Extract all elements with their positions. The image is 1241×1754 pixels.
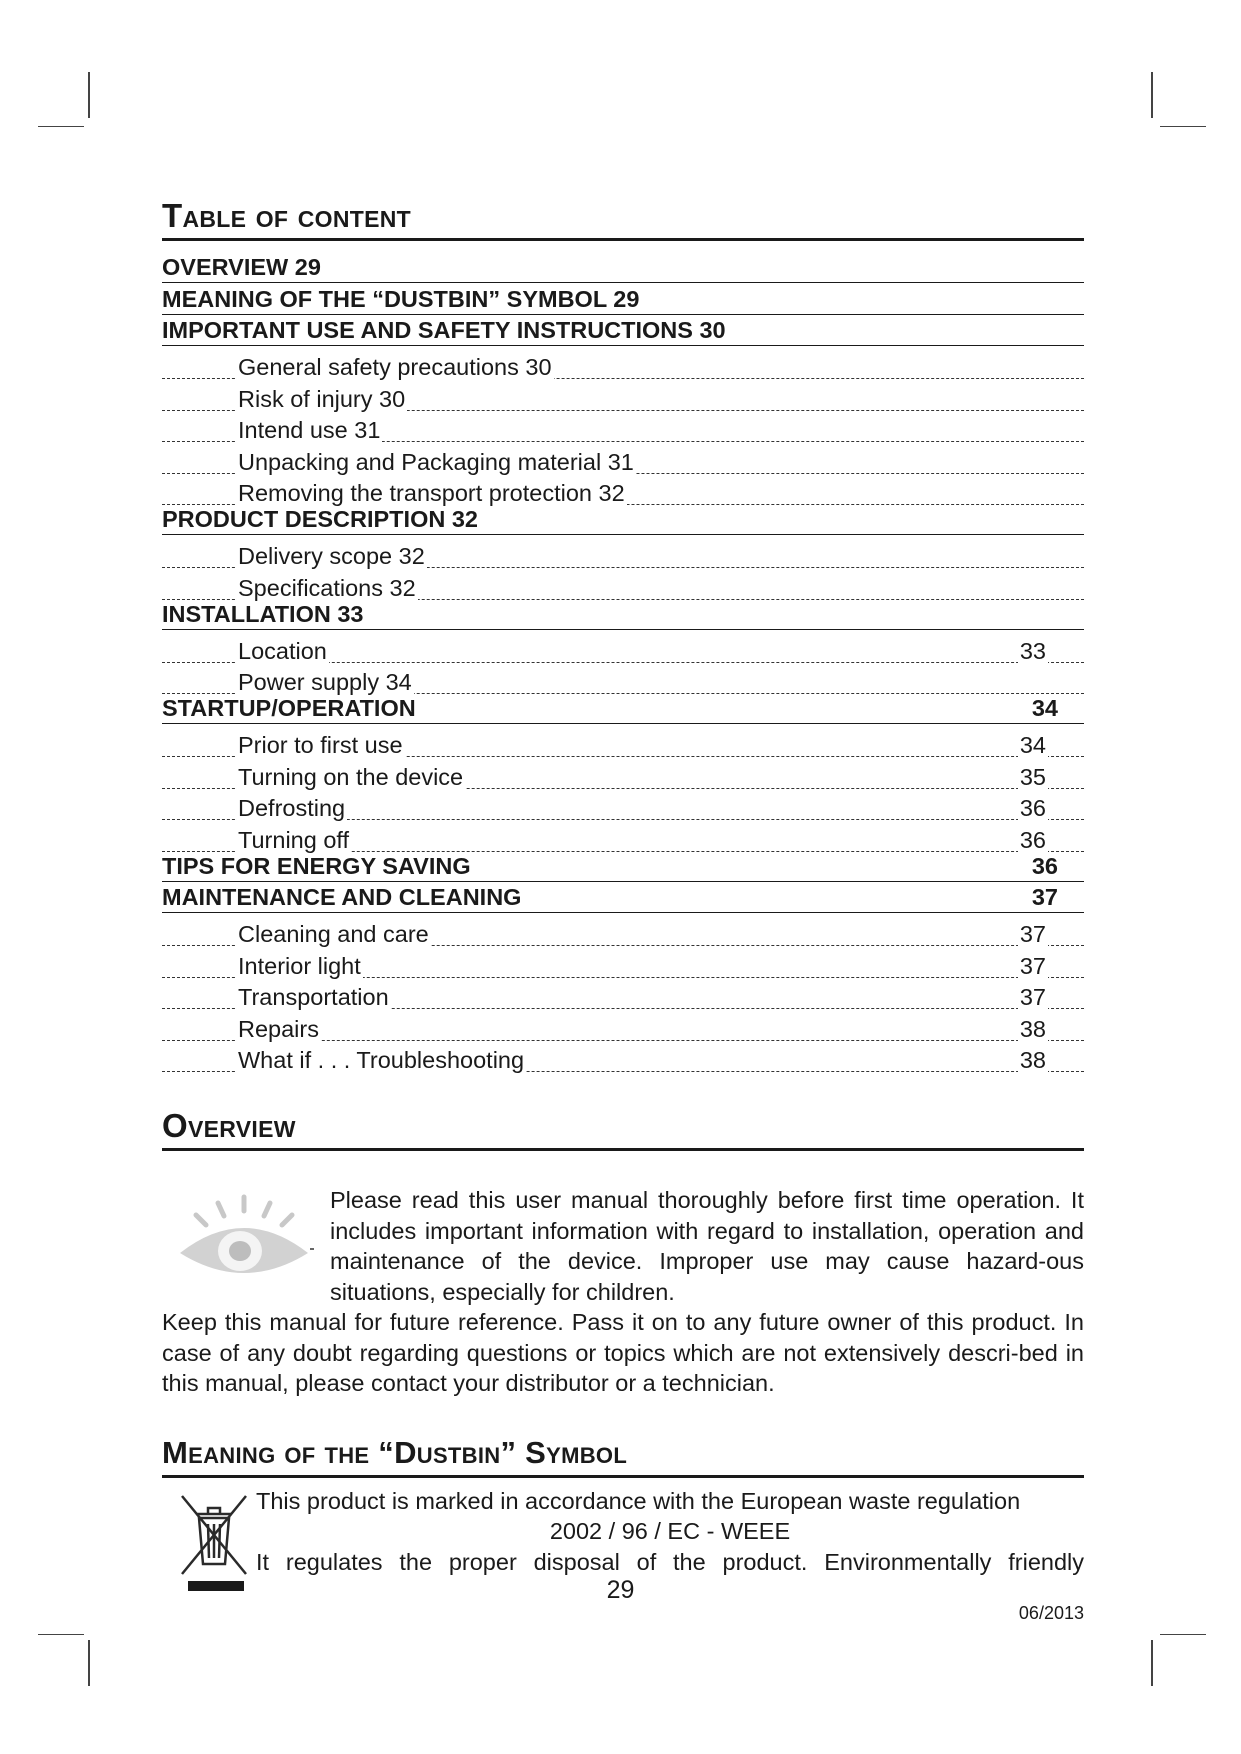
toc-sub-entry bbox=[162, 978, 1084, 1010]
toc-entry-page: 37 bbox=[1019, 921, 1046, 947]
toc-entry-label: STARTUP/OPERATION bbox=[162, 695, 416, 721]
page-content bbox=[162, 196, 1084, 1577]
toc-entry-page: 37 bbox=[1019, 952, 1046, 979]
toc-entry-label: TIPS FOR ENERGY SAVING bbox=[162, 852, 471, 879]
toc-main-entry bbox=[162, 505, 1084, 535]
toc-entry-label: PRODUCT DESCRIPTION 32 bbox=[162, 506, 478, 532]
toc-sub-entry bbox=[162, 474, 1084, 506]
toc-entry-label: Cleaning and care bbox=[238, 921, 429, 947]
crop-mark bbox=[38, 126, 84, 127]
overview-paragraph-2: Keep this manual for future reference. Pass it on to any future owner of this product. In case of any doubt regarding questions or topics which are not extensively descri-bed in this manual, please contact your distributor or a technician. bbox=[162, 1309, 1084, 1396]
overview-title: Overview bbox=[162, 1106, 1084, 1151]
toc-entry-label: INSTALLATION 33 bbox=[162, 600, 364, 627]
toc-sub-entry bbox=[162, 411, 1084, 443]
toc-sub-entry bbox=[162, 379, 1084, 411]
crop-mark bbox=[1160, 126, 1206, 127]
toc-sub-entry bbox=[162, 631, 1084, 663]
dustbin-section bbox=[162, 1486, 1084, 1578]
toc-sub-entry bbox=[162, 442, 1084, 474]
toc-entry-label: OVERVIEW 29 bbox=[162, 254, 321, 280]
toc-entry-label: Repairs bbox=[238, 1015, 319, 1042]
crop-mark bbox=[88, 72, 90, 118]
toc-main-entry bbox=[162, 253, 1084, 283]
toc-title: Table of content bbox=[162, 196, 1084, 241]
toc-entry-label: Removing the transport protection 32 bbox=[238, 480, 625, 506]
crop-mark bbox=[88, 1640, 90, 1686]
toc-entry-label: What if . . . Troubleshooting bbox=[238, 1047, 525, 1073]
toc-entry-label: Transportation bbox=[238, 984, 389, 1010]
dustbin-line-3: It regulates the proper disposal of the product. Environmentally friendly bbox=[256, 1548, 1084, 1575]
toc-entry-label: Delivery scope 32 bbox=[238, 543, 425, 569]
page-number: 29 bbox=[606, 1576, 635, 1604]
toc-sub-entry bbox=[162, 946, 1084, 978]
toc-sub-entry bbox=[162, 348, 1084, 380]
crop-mark bbox=[1151, 72, 1153, 118]
toc-entry-label: General safety precautions 30 bbox=[238, 354, 552, 380]
toc-entry-label: Interior light bbox=[238, 952, 361, 979]
toc-sub-entry bbox=[162, 663, 1084, 695]
toc-entry-label: Power supply 34 bbox=[238, 669, 412, 695]
toc-entry-page: 34 bbox=[1031, 695, 1058, 721]
eye-icon bbox=[174, 1189, 314, 1289]
toc-entry-label: Specifications 32 bbox=[238, 574, 416, 601]
toc-entry-label: Intend use 31 bbox=[238, 417, 381, 443]
toc-sub-entry bbox=[162, 915, 1084, 947]
toc-sub-entry bbox=[162, 568, 1084, 600]
toc-entry-label: Unpacking and Packaging material 31 bbox=[238, 448, 634, 475]
toc-main-entry bbox=[162, 600, 1084, 630]
overview-paragraph-1: Please read this user manual thoroughly before first time operation. It includes important information with regard to installation, operation and maintenance of the device. Improper use may cause hazard-ous situations, especially for children. bbox=[330, 1187, 1084, 1305]
toc-entry-page: 36 bbox=[1019, 795, 1046, 821]
toc-entry-page: 38 bbox=[1019, 1047, 1046, 1073]
toc-sub-entry bbox=[162, 789, 1084, 821]
toc-sub-entry bbox=[162, 1041, 1084, 1073]
toc-entry-page: 33 bbox=[1019, 637, 1046, 664]
toc-sub-entry bbox=[162, 820, 1084, 852]
toc-sub-entry bbox=[162, 726, 1084, 758]
toc-sub-entry bbox=[162, 1009, 1084, 1041]
crop-mark bbox=[1160, 1634, 1206, 1635]
toc-main-entry bbox=[162, 694, 1084, 724]
toc-entry-label: Turning on the device bbox=[238, 763, 464, 790]
toc-sub-entry bbox=[162, 537, 1084, 569]
toc-entry-page: 36 bbox=[1031, 852, 1058, 879]
toc-main-entry bbox=[162, 852, 1084, 882]
table-of-contents bbox=[162, 253, 1084, 1072]
print-date: 06/2013 bbox=[1018, 1603, 1084, 1623]
toc-entry-page: 37 bbox=[1031, 884, 1058, 910]
toc-entry-label: MEANING OF THE “DUSTBIN” SYMBOL 29 bbox=[162, 285, 640, 312]
toc-entry-label: IMPORTANT USE AND SAFETY INSTRUCTIONS 30 bbox=[162, 317, 726, 343]
toc-entry-page: 36 bbox=[1019, 826, 1046, 853]
toc-entry-label: Risk of injury 30 bbox=[238, 385, 406, 412]
toc-main-entry bbox=[162, 285, 1084, 315]
crop-mark bbox=[1151, 1640, 1153, 1686]
toc-entry-label: Prior to first use bbox=[238, 732, 403, 758]
toc-entry-label: Location bbox=[238, 637, 327, 664]
toc-sub-entry bbox=[162, 757, 1084, 789]
toc-main-entry bbox=[162, 883, 1084, 913]
toc-entry-label: Turning off bbox=[238, 826, 350, 853]
toc-entry-page: 38 bbox=[1019, 1015, 1046, 1042]
toc-entry-page: 34 bbox=[1019, 732, 1046, 758]
dustbin-line-2: 2002 / 96 / EC - WEEE bbox=[549, 1518, 791, 1544]
crop-mark bbox=[38, 1634, 84, 1635]
toc-main-entry bbox=[162, 316, 1084, 346]
toc-entry-page: 37 bbox=[1019, 984, 1046, 1010]
overview-section bbox=[162, 1185, 1084, 1399]
toc-entry-page: 35 bbox=[1019, 763, 1046, 790]
dustbin-title: Meaning of the “Dustbin” Symbol bbox=[162, 1433, 1084, 1478]
toc-entry-label: Defrosting bbox=[238, 795, 346, 821]
toc-entry-label: MAINTENANCE AND CLEANING bbox=[162, 884, 522, 910]
dustbin-line-1: This product is marked in accordance with the European waste regulation bbox=[256, 1487, 1021, 1514]
